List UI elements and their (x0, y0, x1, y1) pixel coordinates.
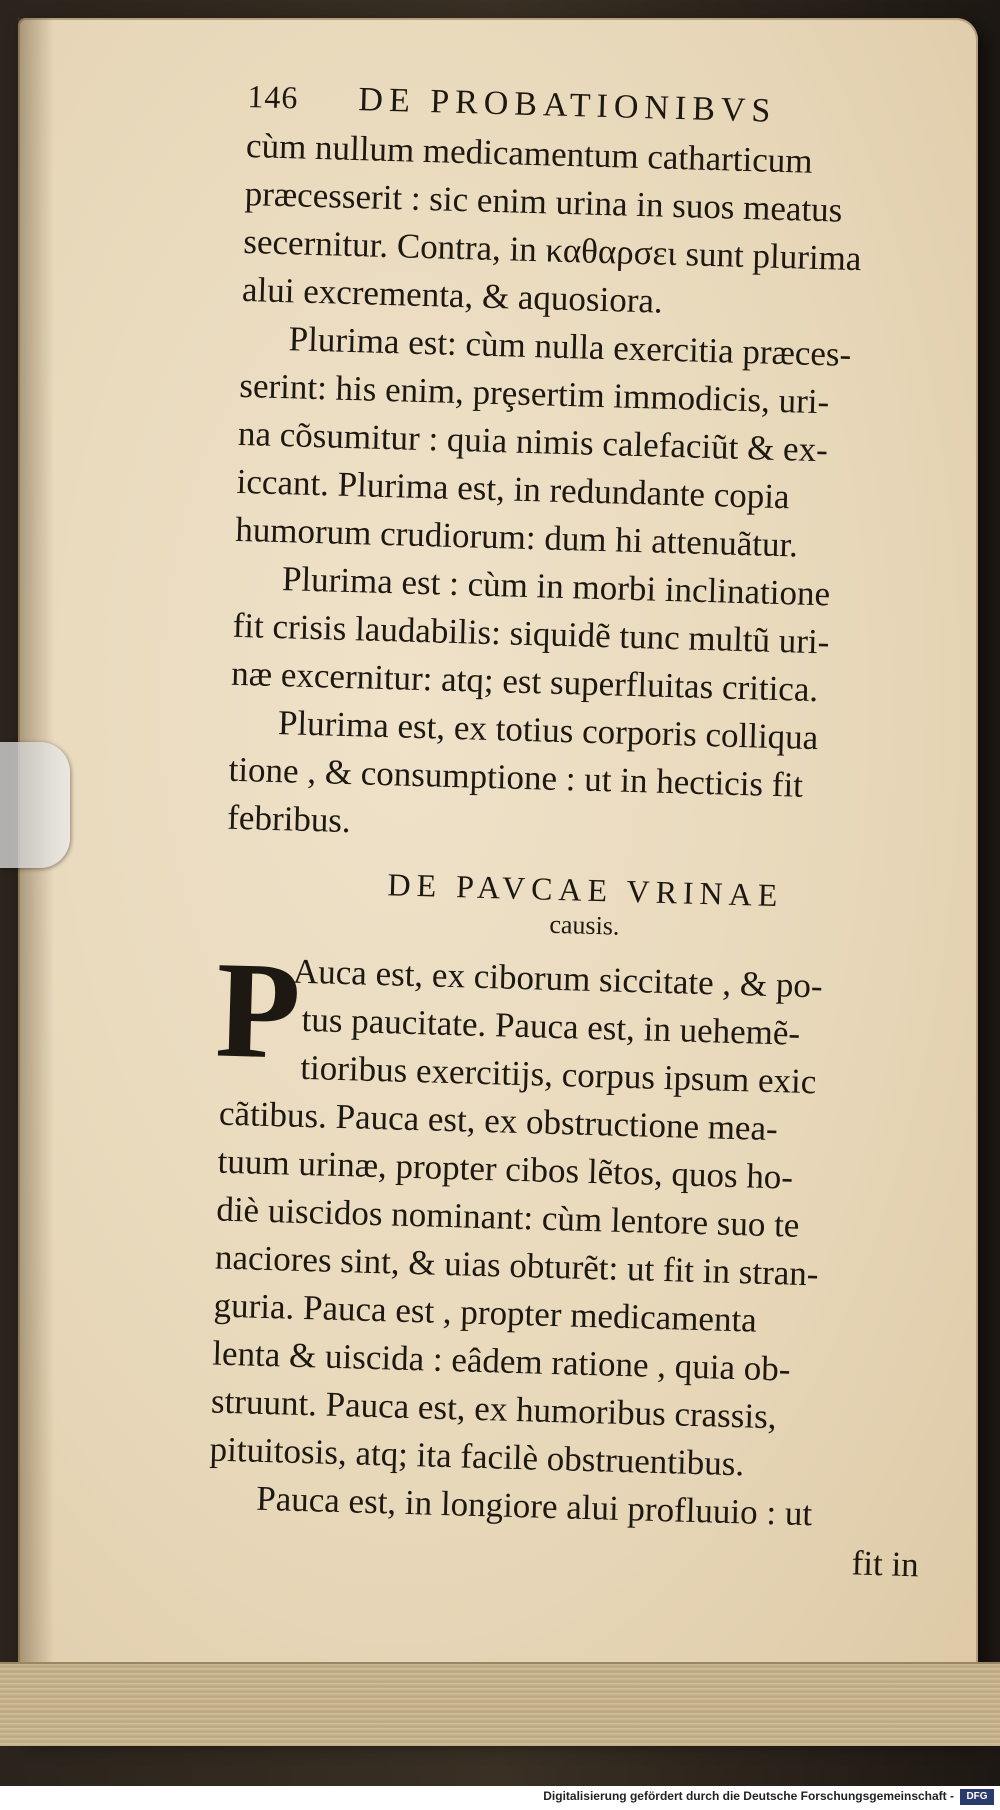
page-edges (0, 1662, 1000, 1746)
text-line: Plurima est: cùm nulla exercitia præces- (288, 319, 852, 374)
text-line: Plurima est : cùm in morbi inclinatione (281, 559, 831, 614)
text-line: Pauca est, in longiore alui profluuio : ut (255, 1478, 813, 1534)
text-line: tioribus exercitijs, corpus ipsum exic (299, 1047, 817, 1102)
text-line: Plurima est, ex totius corporis colliqua (277, 703, 819, 758)
dfg-logo: DFG (960, 1789, 994, 1805)
text-line: tuum urinæ, propter cibos lẽtos, quos ho- (217, 1141, 794, 1197)
paragraph-5 (209, 932, 943, 1494)
text-line: serint: his enim, prȩsertim immodicis, uri- (238, 365, 830, 422)
text-line: alui excrementa, & aquosiora. (241, 269, 664, 321)
text-line: cùm nullum medicamentum catharticum (245, 125, 814, 181)
text-line: tus paucitate. Pauca est, in uehemẽ- (301, 999, 801, 1053)
text-line: iccant. Plurima est, in redundante copia (236, 461, 791, 517)
digitization-footer (0, 1786, 1000, 1810)
text-line: pituitosis, atq; ita facilè obstruentibus. (209, 1429, 745, 1484)
section-subheading: causis. (549, 909, 620, 941)
paragraph-6 (206, 1473, 928, 1589)
paragraph-4 (227, 698, 951, 862)
text-line: cãtibus. Pauca est, ex obstructione mea- (218, 1093, 779, 1149)
text-line: struunt. Pauca est, ex humoribus crassis, (210, 1381, 778, 1437)
spine-shadow (18, 18, 54, 1738)
text-line: tione , & consumptione : ut in hecticis fit (228, 749, 804, 805)
text-line: lenta & uiscida : eâdem ratione , quia ob- (211, 1333, 791, 1389)
paragraph-2 (235, 314, 961, 574)
text-line: guria. Pauca est , propter medicamenta (213, 1285, 758, 1340)
page-text (206, 78, 967, 1590)
text-line: næ excernitur: atq; est superfluitas critica. (230, 653, 819, 710)
text-line: Auca est, ex ciborum siccitate , & po- (292, 951, 824, 1006)
text-line: secernitur. Contra, in καθαρσει sunt plurima (242, 221, 862, 279)
section-heading: DE PAVCAE VRINAE (387, 866, 784, 914)
catchword: fit in (851, 1543, 920, 1585)
drop-cap: P (213, 932, 303, 1088)
paragraph-3 (231, 554, 955, 718)
text-line: na cõsumitur : quia nimis calefaciũt & ex- (237, 413, 829, 470)
paragraph-1 (241, 122, 966, 334)
funding-credit: Digitalisierung gefördert durch die Deutsche Forschungsgemeinschaft - (543, 1789, 954, 1803)
text-line: febribus. (226, 797, 352, 841)
text-line: naciores sint, & uias obturẽt: ut fit in stran- (214, 1237, 820, 1294)
page-number: 146 (246, 78, 299, 116)
text-line: humorum crudiorum: dum hi attenuãtur. (234, 509, 799, 565)
page-clip-tab (0, 742, 70, 868)
text-line: fit crisis laudabilis: siquidẽ tunc multũ uri- (232, 605, 830, 662)
text-line: præcesserit : sic enim urina in suos meatus (244, 173, 843, 230)
running-head: DE PROBATIONIBVS (357, 81, 777, 130)
text-line: diè uiscidos nominant: cùm lentore suo te (215, 1189, 800, 1245)
